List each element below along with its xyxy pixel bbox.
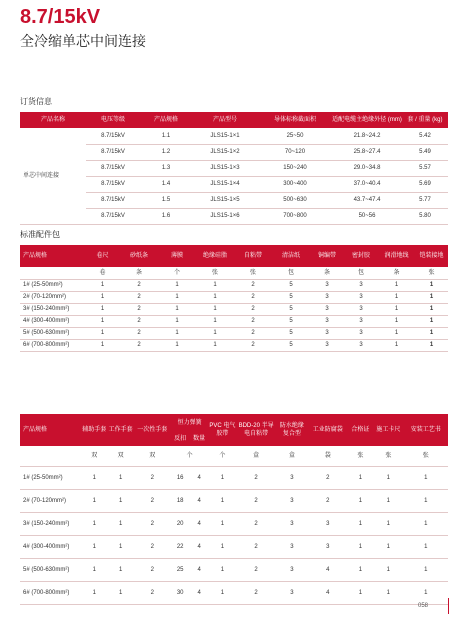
value-cell: 4 — [190, 535, 209, 558]
table-row — [20, 558, 448, 581]
value-cell: 2 — [234, 279, 272, 291]
value-cell: 2 — [134, 535, 171, 558]
value-cell: 1 — [158, 291, 196, 303]
value-cell: 1 — [209, 512, 236, 535]
value-cell: 1 — [81, 558, 107, 581]
acc2-col-header: 安装工艺书 — [404, 414, 448, 446]
value-cell: 3 — [344, 315, 378, 327]
acc2-col-header: 合格证 — [348, 414, 373, 446]
unit-cell: 条 — [310, 267, 344, 279]
value-cell: 3 — [276, 466, 308, 489]
spec-cell: 2# (70-120mm²) — [20, 291, 85, 303]
page-number: 058 — [418, 603, 429, 609]
value-cell: 2 — [236, 558, 276, 581]
unit-cell: 条 — [120, 267, 158, 279]
value-cell: 2 — [134, 581, 171, 604]
value-cell: 1 — [158, 303, 196, 315]
value-cell: 1 — [373, 535, 404, 558]
value-cell: 2 — [236, 512, 276, 535]
value-cell: 2 — [234, 291, 272, 303]
table-row — [20, 303, 448, 315]
unit-cell: 张 — [415, 267, 448, 279]
spec-cell: 1# (25-50mm²) — [20, 279, 85, 291]
value-cell: 3 — [276, 535, 308, 558]
order-cell-weight: 5.57 — [402, 160, 448, 176]
value-cell: 4 — [190, 512, 209, 535]
unit-cell: 张 — [196, 267, 234, 279]
order-cell-od: 43.7~47.4 — [332, 192, 402, 208]
value-cell: 2 — [236, 581, 276, 604]
value-cell: 1 — [373, 558, 404, 581]
spec-cell: 6# (700-800mm²) — [20, 581, 81, 604]
accessory-table-2 — [20, 414, 448, 605]
value-cell: 1 — [209, 535, 236, 558]
value-cell: 1 — [107, 489, 133, 512]
order-table — [20, 112, 448, 225]
value-cell: 3 — [310, 303, 344, 315]
value-cell: 4 — [190, 489, 209, 512]
value-cell: 1 — [209, 489, 236, 512]
value-cell: 3 — [308, 535, 348, 558]
value-cell: 3 — [310, 327, 344, 339]
value-cell: 1 — [196, 291, 234, 303]
value-cell: 1 — [158, 327, 196, 339]
unit-cell: 张 — [404, 446, 448, 466]
value-cell: 3 — [344, 279, 378, 291]
table-row — [20, 279, 448, 291]
value-cell: 3 — [310, 279, 344, 291]
order-cell-voltage: 8.7/15kV — [86, 208, 140, 224]
value-cell: 1 — [348, 466, 373, 489]
order-cell-model: JLS15-1×6 — [192, 208, 258, 224]
value-cell: 2 — [120, 303, 158, 315]
value-cell: 1 — [415, 291, 448, 303]
unit-cell: 袋 — [308, 446, 348, 466]
value-cell: 2 — [234, 303, 272, 315]
page-title: 8.7/15kV — [20, 6, 101, 28]
order-col-header: 产品型号 — [192, 112, 258, 128]
value-cell: 2 — [134, 512, 171, 535]
value-cell: 1 — [81, 466, 107, 489]
value-cell: 1 — [415, 303, 448, 315]
value-cell: 3 — [310, 339, 344, 351]
order-cell-od: 50~56 — [332, 208, 402, 224]
unit-cell: 张 — [348, 446, 373, 466]
value-cell: 1 — [158, 279, 196, 291]
value-cell: 1 — [378, 291, 415, 303]
value-cell: 5 — [272, 339, 310, 351]
value-cell: 2 — [134, 558, 171, 581]
order-cell-model: JLS15-1×2 — [192, 144, 258, 160]
order-cell-area: 300~400 — [258, 176, 332, 192]
value-cell: 3 — [276, 489, 308, 512]
order-cell-model: JLS15-1×5 — [192, 192, 258, 208]
acc2-col-header: 一次性手套 — [134, 414, 171, 446]
value-cell: 1 — [404, 558, 448, 581]
unit-cell: 盒 — [276, 446, 308, 466]
accessory-table-1 — [20, 245, 448, 352]
acc1-col-header: 润滑地线 — [378, 245, 415, 267]
value-cell: 25 — [171, 558, 190, 581]
spec-cell: 5# (500-630mm²) — [20, 558, 81, 581]
acc1-col-header: 卷尺 — [85, 245, 120, 267]
order-cell-voltage: 8.7/15kV — [86, 128, 140, 144]
value-cell: 5 — [272, 279, 310, 291]
acc2-subheader: 反扣 — [171, 432, 190, 446]
acc2-col-header: 工业防腐袋 — [308, 414, 348, 446]
acc2-col-header: 辅助手套 — [81, 414, 107, 446]
table-row — [20, 581, 448, 604]
order-cell-model: JLS15-1×4 — [192, 176, 258, 192]
unit-cell: 卷 — [85, 267, 120, 279]
value-cell: 5 — [272, 315, 310, 327]
spec-cell: 4# (300-400mm²) — [20, 535, 81, 558]
order-cell-weight: 5.49 — [402, 144, 448, 160]
value-cell: 3 — [310, 315, 344, 327]
value-cell: 3 — [276, 558, 308, 581]
table-row — [20, 128, 448, 144]
value-cell: 2 — [120, 327, 158, 339]
value-cell: 16 — [171, 466, 190, 489]
value-cell: 22 — [171, 535, 190, 558]
value-cell: 3 — [308, 512, 348, 535]
value-cell: 1 — [415, 339, 448, 351]
value-cell: 2 — [120, 279, 158, 291]
value-cell: 1 — [373, 489, 404, 512]
spec-cell: 6# (700-800mm²) — [20, 339, 85, 351]
value-cell: 2 — [236, 535, 276, 558]
value-cell: 1 — [81, 581, 107, 604]
value-cell: 1 — [348, 581, 373, 604]
acc1-col-header: 绝缘硅脂 — [196, 245, 234, 267]
unit-cell: 个 — [171, 446, 209, 466]
table-row — [20, 327, 448, 339]
value-cell: 1 — [404, 512, 448, 535]
order-col-header: 适配电缆主绝缘外径 (mm) — [332, 112, 402, 128]
order-cell-area: 700~800 — [258, 208, 332, 224]
value-cell: 4 — [190, 558, 209, 581]
order-cell-weight: 5.42 — [402, 128, 448, 144]
value-cell: 2 — [234, 339, 272, 351]
value-cell: 1 — [85, 279, 120, 291]
spec-cell: 5# (500-630mm²) — [20, 327, 85, 339]
order-col-header: 导体标称截面积 — [258, 112, 332, 128]
order-cell-spec: 1.3 — [140, 160, 192, 176]
table-row — [20, 315, 448, 327]
order-col-header: 产品名称 — [20, 112, 86, 128]
value-cell: 18 — [171, 489, 190, 512]
value-cell: 3 — [276, 512, 308, 535]
value-cell: 1 — [196, 279, 234, 291]
order-col-header: 产品规格 — [140, 112, 192, 128]
value-cell: 1 — [404, 489, 448, 512]
value-cell: 1 — [348, 535, 373, 558]
spec-cell: 4# (300-400mm²) — [20, 315, 85, 327]
unit-spacer — [20, 267, 85, 279]
value-cell: 1 — [209, 581, 236, 604]
acc2-subheader: 数量 — [190, 432, 209, 446]
order-cell-model: JLS15-1×3 — [192, 160, 258, 176]
value-cell: 1 — [85, 327, 120, 339]
value-cell: 1 — [404, 581, 448, 604]
order-col-header: 套 / 重量 (kg) — [402, 112, 448, 128]
value-cell: 30 — [171, 581, 190, 604]
acc2-col-header: PVC 电气胶带 — [209, 414, 236, 446]
order-cell-area: 500~630 — [258, 192, 332, 208]
order-cell-spec: 1.4 — [140, 176, 192, 192]
acc1-col-header: 砂纸条 — [120, 245, 158, 267]
order-cell-weight: 5.77 — [402, 192, 448, 208]
order-cell-area: 70~120 — [258, 144, 332, 160]
order-cell-voltage: 8.7/15kV — [86, 192, 140, 208]
table-row — [20, 512, 448, 535]
order-cell-spec: 1.5 — [140, 192, 192, 208]
value-cell: 1 — [373, 466, 404, 489]
table-row — [20, 489, 448, 512]
unit-cell: 双 — [107, 446, 133, 466]
order-cell-voltage: 8.7/15kV — [86, 176, 140, 192]
value-cell: 1 — [348, 558, 373, 581]
value-cell: 1 — [209, 558, 236, 581]
order-cell-weight: 5.80 — [402, 208, 448, 224]
value-cell: 1 — [81, 512, 107, 535]
acc1-col-header: 产品规格 — [20, 245, 85, 267]
value-cell: 1 — [85, 291, 120, 303]
value-cell: 1 — [348, 512, 373, 535]
value-cell: 2 — [234, 315, 272, 327]
value-cell: 4 — [190, 466, 209, 489]
section-title-accessories: 标准配件包 — [20, 230, 60, 239]
value-cell: 1 — [415, 279, 448, 291]
product-name-cell: 单芯中间连接 — [20, 128, 86, 224]
value-cell: 1 — [107, 466, 133, 489]
order-cell-od: 37.0~40.4 — [332, 176, 402, 192]
section-title-order: 订货信息 — [20, 97, 52, 106]
value-cell: 1 — [378, 315, 415, 327]
acc1-col-header: 密封胶 — [344, 245, 378, 267]
acc2-col-header: 产品规格 — [20, 414, 81, 446]
value-cell: 1 — [81, 535, 107, 558]
order-cell-od: 21.8~24.2 — [332, 128, 402, 144]
value-cell: 3 — [344, 327, 378, 339]
value-cell: 1 — [85, 339, 120, 351]
value-cell: 3 — [344, 339, 378, 351]
value-cell: 2 — [120, 339, 158, 351]
unit-cell: 个 — [209, 446, 236, 466]
acc2-col-header: 防水绝缘 复合型 — [276, 414, 308, 446]
spec-cell: 3# (150-240mm²) — [20, 303, 85, 315]
value-cell: 4 — [308, 558, 348, 581]
unit-row — [20, 267, 448, 279]
unit-cell: 条 — [378, 267, 415, 279]
order-col-header: 电压等级 — [86, 112, 140, 128]
value-cell: 1 — [404, 466, 448, 489]
unit-cell: 包 — [272, 267, 310, 279]
value-cell: 5 — [272, 327, 310, 339]
value-cell: 1 — [196, 315, 234, 327]
value-cell: 1 — [81, 489, 107, 512]
table-row — [20, 535, 448, 558]
value-cell: 1 — [378, 339, 415, 351]
unit-spacer — [20, 446, 81, 466]
value-cell: 1 — [404, 535, 448, 558]
value-cell: 2 — [120, 315, 158, 327]
value-cell: 2 — [134, 489, 171, 512]
value-cell: 3 — [276, 581, 308, 604]
order-cell-voltage: 8.7/15kV — [86, 144, 140, 160]
value-cell: 1 — [107, 512, 133, 535]
value-cell: 1 — [209, 466, 236, 489]
value-cell: 3 — [344, 303, 378, 315]
value-cell: 2 — [236, 466, 276, 489]
value-cell: 1 — [85, 315, 120, 327]
acc1-col-header: 清洁纸 — [272, 245, 310, 267]
acc2-group-header: 恒力弹簧 — [171, 414, 209, 432]
value-cell: 2 — [236, 489, 276, 512]
table-row — [20, 339, 448, 351]
value-cell: 1 — [107, 558, 133, 581]
spec-cell: 3# (150-240mm²) — [20, 512, 81, 535]
unit-cell: 张 — [373, 446, 404, 466]
acc1-col-header: 薄膜 — [158, 245, 196, 267]
value-cell: 2 — [308, 489, 348, 512]
value-cell: 1 — [158, 339, 196, 351]
value-cell: 1 — [85, 303, 120, 315]
value-cell: 3 — [344, 291, 378, 303]
unit-cell: 张 — [234, 267, 272, 279]
acc2-col-header: 工作手套 — [107, 414, 133, 446]
value-cell: 1 — [415, 315, 448, 327]
value-cell: 1 — [378, 279, 415, 291]
value-cell: 5 — [272, 291, 310, 303]
unit-cell: 盒 — [236, 446, 276, 466]
value-cell: 1 — [373, 581, 404, 604]
spec-cell: 1# (25-50mm²) — [20, 466, 81, 489]
value-cell: 4 — [190, 581, 209, 604]
value-cell: 5 — [272, 303, 310, 315]
value-cell: 4 — [308, 581, 348, 604]
value-cell: 20 — [171, 512, 190, 535]
order-cell-area: 25~50 — [258, 128, 332, 144]
value-cell: 1 — [196, 303, 234, 315]
value-cell: 1 — [196, 339, 234, 351]
value-cell: 2 — [120, 291, 158, 303]
acc1-col-header: 铠装接地 — [415, 245, 448, 267]
unit-row — [20, 446, 448, 466]
table-row — [20, 466, 448, 489]
value-cell: 1 — [196, 327, 234, 339]
value-cell: 3 — [310, 291, 344, 303]
acc2-col-header: BDD-20 半导电自粘带 — [236, 414, 276, 446]
value-cell: 2 — [308, 466, 348, 489]
order-cell-model: JLS15-1×1 — [192, 128, 258, 144]
order-cell-voltage: 8.7/15kV — [86, 160, 140, 176]
page-number-bar — [448, 598, 449, 614]
order-cell-spec: 1.1 — [140, 128, 192, 144]
acc1-col-header: 铜编带 — [310, 245, 344, 267]
value-cell: 1 — [107, 535, 133, 558]
unit-cell: 个 — [158, 267, 196, 279]
value-cell: 2 — [134, 466, 171, 489]
order-cell-weight: 5.69 — [402, 176, 448, 192]
order-cell-spec: 1.2 — [140, 144, 192, 160]
page-subtitle: 全冷缩单芯中间连接 — [20, 33, 146, 49]
spec-cell: 2# (70-120mm²) — [20, 489, 81, 512]
unit-cell: 包 — [344, 267, 378, 279]
order-cell-spec: 1.6 — [140, 208, 192, 224]
value-cell: 1 — [348, 489, 373, 512]
unit-cell: 双 — [134, 446, 171, 466]
value-cell: 1 — [415, 327, 448, 339]
value-cell: 1 — [373, 512, 404, 535]
value-cell: 1 — [378, 303, 415, 315]
order-cell-area: 150~240 — [258, 160, 332, 176]
order-cell-od: 29.0~34.8 — [332, 160, 402, 176]
unit-cell: 双 — [81, 446, 107, 466]
acc2-col-header: 施工卡尺 — [373, 414, 404, 446]
value-cell: 1 — [158, 315, 196, 327]
value-cell: 2 — [234, 327, 272, 339]
table-row — [20, 291, 448, 303]
acc1-col-header: 自粘带 — [234, 245, 272, 267]
value-cell: 1 — [107, 581, 133, 604]
value-cell: 1 — [378, 327, 415, 339]
order-cell-od: 25.8~27.4 — [332, 144, 402, 160]
